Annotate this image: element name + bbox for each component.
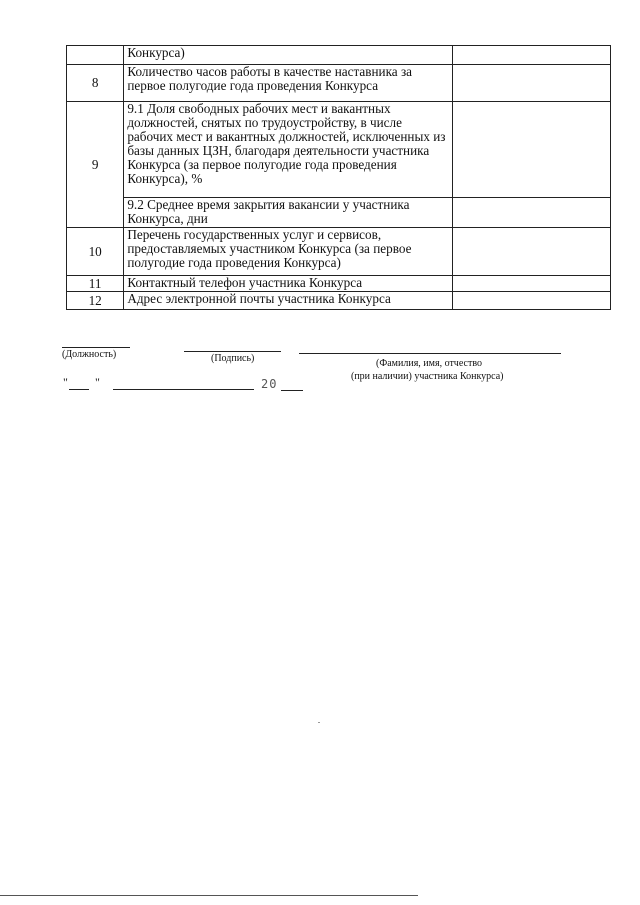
date-month-line bbox=[113, 389, 254, 390]
signature-caption: (Подпись) bbox=[211, 353, 255, 364]
date-quote-close: " bbox=[95, 375, 100, 389]
position-line bbox=[62, 347, 130, 348]
row-number: 11 bbox=[67, 276, 124, 292]
row-number: 8 bbox=[67, 65, 124, 102]
signature-line bbox=[184, 351, 281, 352]
table-row bbox=[67, 292, 611, 310]
row-value bbox=[453, 276, 611, 292]
row-value bbox=[453, 65, 611, 102]
row-value bbox=[453, 46, 611, 65]
table-row bbox=[67, 198, 611, 228]
footer-rule bbox=[0, 895, 418, 896]
row-label: 9.2 Среднее время закрытия вакансии у участника Конкурса, дни bbox=[124, 198, 453, 228]
criteria-table bbox=[66, 45, 611, 310]
row-value bbox=[453, 198, 611, 228]
date-year-line bbox=[281, 390, 303, 391]
row-value bbox=[453, 102, 611, 198]
row-value bbox=[453, 228, 611, 276]
scan-speck bbox=[318, 722, 320, 723]
table-row bbox=[67, 276, 611, 292]
row-number: 10 bbox=[67, 228, 124, 276]
position-caption: (Должность) bbox=[62, 349, 117, 360]
full-name-line bbox=[299, 353, 561, 354]
table-row bbox=[67, 46, 611, 65]
year-prefix: 20 bbox=[261, 377, 278, 391]
row-label: 9.1 Доля свободных рабочих мест и вакантных должностей, снятых по трудоустройству, в числе рабочих мест и вакантных должностей, исключенных из базы данных ЦЗН, благодаря деятельности участника Конкурса (за первое полугодие года проведения Конкурса), % bbox=[124, 102, 453, 198]
full-name-caption-line1: (Фамилия, имя, отчество bbox=[376, 358, 482, 369]
table-row bbox=[67, 65, 611, 102]
date-quote-open: " bbox=[63, 375, 68, 389]
date-day-line bbox=[69, 389, 89, 390]
row-number: 12 bbox=[67, 292, 124, 310]
row-label: Перечень государственных услуг и сервисов, предоставляемых участником Конкурса (за первое полугодие года проведения Конкурса) bbox=[124, 228, 453, 276]
row-label: Конкурса) bbox=[124, 46, 453, 65]
row-label: Контактный телефон участника Конкурса bbox=[124, 276, 453, 292]
full-name-caption-line2: (при наличии) участника Конкурса) bbox=[351, 371, 504, 382]
row-number: 9 bbox=[67, 102, 124, 228]
row-value bbox=[453, 292, 611, 310]
row-label: Адрес электронной почты участника Конкурса bbox=[124, 292, 453, 310]
row-number bbox=[67, 46, 124, 65]
table-row bbox=[67, 228, 611, 276]
row-label: Количество часов работы в качестве наставника за первое полугодие года проведения Конкурса bbox=[124, 65, 453, 102]
table-row bbox=[67, 102, 611, 198]
